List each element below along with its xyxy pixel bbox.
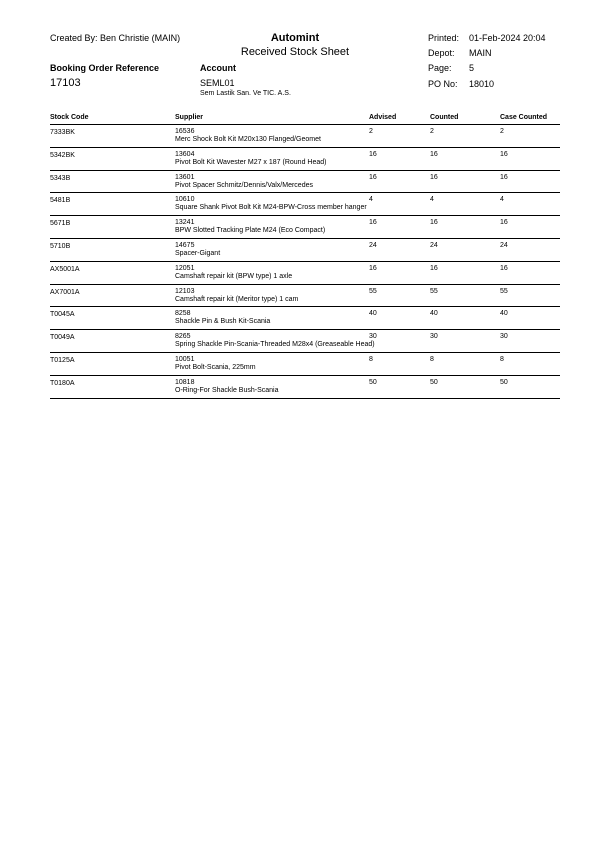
item-description: Merc Shock Bolt Kit M20x130 Flanged/Geomet (175, 136, 321, 143)
advised-qty: 30 (369, 333, 377, 341)
supplier-number: 10610 (175, 196, 195, 204)
item-description: Camshaft repair kit (Meritor type) 1 cam (175, 295, 299, 303)
item-description: Camshaft repair kit (BPW type) 1 axle (175, 272, 293, 280)
account-code: SEML01 (200, 78, 235, 88)
case-counted-qty: 16 (500, 173, 508, 181)
item-description: Square Shank Pivot Bolt Kit M24-BPW-Cross member hanger (175, 204, 367, 212)
supplier-number: 10818 (175, 378, 195, 386)
advised-qty: 16 (369, 173, 377, 181)
col-case-counted: Case Counted (500, 114, 548, 121)
supplier-number: 13604 (175, 150, 195, 158)
case-counted-qty: 40 (500, 310, 508, 318)
table-row (50, 262, 560, 285)
printed-value: 01-Feb-2024 20:04 (469, 33, 546, 43)
case-counted-qty: 30 (500, 333, 508, 341)
item-description: BPW Slotted Tracking Plate M24 (Eco Compact) (175, 227, 326, 235)
item-description: O-Ring-For Shackle Bush-Scania (175, 386, 279, 394)
advised-qty: 8 (369, 355, 373, 363)
table-row (50, 353, 560, 376)
table-row (50, 171, 560, 194)
supplier-number: 13601 (175, 173, 195, 181)
case-counted-qty: 16 (500, 150, 508, 158)
col-stock-code: Stock Code (50, 114, 89, 121)
counted-qty: 50 (430, 378, 438, 386)
case-counted-qty: 24 (500, 241, 508, 249)
counted-qty: 16 (430, 264, 438, 272)
created-by-label: Created By: (50, 33, 98, 43)
item-description: Pivot Spacer Schmitz/Dennis/Valx/Mercedes (175, 181, 313, 189)
depot-label: Depot: (428, 48, 455, 58)
stock-code: T0045A (50, 311, 75, 319)
counted-qty: 8 (430, 355, 434, 363)
supplier-number: 13241 (175, 219, 195, 227)
counted-qty: 24 (430, 241, 438, 249)
table-row (50, 376, 560, 399)
case-counted-qty: 8 (500, 355, 504, 363)
table-row (50, 216, 560, 239)
account-name: Sem Lastik San. Ve TIC. A.S. (200, 90, 291, 97)
po-no-label: PO No: (428, 79, 458, 89)
advised-qty: 50 (369, 378, 377, 386)
case-counted-qty: 4 (500, 196, 504, 204)
printed-label: Printed: (428, 33, 460, 43)
table-row (50, 330, 560, 353)
table-row (50, 193, 560, 216)
col-supplier: Supplier (175, 114, 204, 121)
stock-code: AX5001A (50, 265, 80, 273)
po-no-value: 18010 (469, 79, 495, 89)
case-counted-qty: 50 (500, 378, 508, 386)
advised-qty: 40 (369, 310, 377, 318)
advised-qty: 16 (369, 219, 377, 227)
advised-qty: 16 (369, 150, 377, 158)
advised-qty: 55 (369, 287, 377, 295)
stock-code: AX7001A (50, 288, 80, 296)
stock-code: T0049A (50, 334, 75, 342)
counted-qty: 55 (430, 287, 438, 295)
table-header (50, 114, 560, 125)
advised-qty: 24 (369, 241, 377, 249)
stock-code: T0125A (50, 356, 75, 364)
table-row (50, 285, 560, 308)
supplier-number: 10051 (175, 355, 195, 363)
stock-code: 5342BK (50, 151, 75, 159)
item-description: Pivot Bolt-Scania, 225mm (175, 363, 256, 371)
page-value: 5 (469, 63, 475, 73)
case-counted-qty: 55 (500, 287, 508, 295)
item-description: Shackle Pin & Bush Kit-Scania (175, 318, 271, 326)
table-row (50, 125, 560, 148)
item-description: Spring Shackle Pin-Scania-Threaded M28x4 (Greaseable Head) (175, 341, 375, 349)
case-counted-qty: 16 (500, 219, 508, 227)
stock-table (50, 114, 560, 399)
account-label: Account (200, 63, 236, 73)
supplier-number: 8258 (175, 310, 191, 318)
counted-qty: 2 (430, 128, 434, 135)
counted-qty: 16 (430, 219, 438, 227)
supplier-number: 12051 (175, 264, 195, 272)
stock-code: 5671B (50, 220, 71, 228)
stock-code: 5481B (50, 197, 71, 205)
supplier-number: 8265 (175, 333, 191, 341)
company-name: Automint (270, 32, 320, 44)
page-label: Page: (428, 63, 452, 73)
col-counted: Counted (430, 114, 459, 121)
table-row (50, 307, 560, 330)
case-counted-qty: 2 (500, 128, 504, 135)
supplier-number: 14675 (175, 241, 195, 249)
counted-qty: 4 (430, 196, 434, 204)
stock-code: 5710B (50, 242, 71, 250)
depot-value: MAIN (469, 48, 492, 58)
advised-qty: 16 (369, 264, 377, 272)
stock-code: T0180A (50, 379, 75, 387)
advised-qty: 2 (369, 128, 373, 135)
advised-qty: 4 (369, 196, 373, 204)
counted-qty: 40 (430, 310, 438, 318)
document-title: Received Stock Sheet (240, 46, 350, 58)
booking-order-reference-value: 17103 (50, 77, 81, 89)
counted-qty: 16 (430, 173, 438, 181)
counted-qty: 30 (430, 333, 438, 341)
counted-qty: 16 (430, 150, 438, 158)
case-counted-qty: 16 (500, 264, 508, 272)
stock-code: 7333BK (50, 129, 75, 136)
supplier-number: 12103 (175, 287, 195, 295)
stock-code: 5343B (50, 174, 71, 182)
table-row (50, 239, 560, 262)
booking-order-reference-label: Booking Order Reference (50, 63, 160, 73)
item-description: Pivot Bolt Kit Wavester M27 x 187 (Round Head) (175, 158, 327, 166)
supplier-number: 16536 (175, 128, 195, 135)
table-row (50, 148, 560, 171)
col-advised: Advised (369, 114, 397, 121)
created-by-value: Ben Christie (MAIN) (100, 33, 181, 43)
item-description: Spacer-Gigant (175, 249, 221, 257)
